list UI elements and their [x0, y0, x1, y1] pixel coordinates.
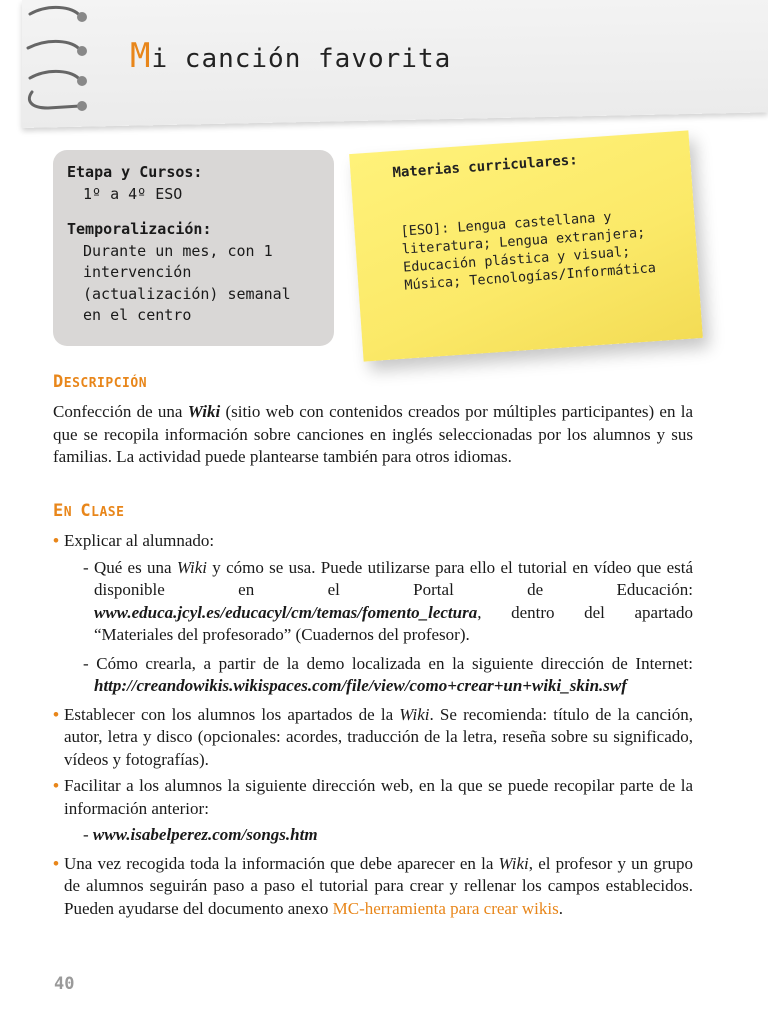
- sub-item: - www.isabelperez.com/songs.htm: [83, 825, 318, 844]
- sticky-body: [ESO]: Lengua castellana y literatura; Lengua extranjera; Educación plástica y visual; Música; Tecnologías/Informática: [400, 208, 657, 294]
- link-educa[interactable]: www.educa.jcyl.es/educacyl/cm/temas/fomento_lectura: [94, 602, 478, 622]
- stage-value: 1º a 4º ESO: [83, 184, 183, 203]
- spiral-binding-icon: [18, 0, 98, 120]
- sub-item: - Qué es una Wiki y cómo se usa. Puede utilizarse para ello el tutorial en vídeo que está disponible en el Portal de Educación: www.educa.jcyl.es/educacyl/cm/temas/fomento_lectura, dentro del apartado “Materiales del profesorado” (Cuadernos del profesor).: [83, 557, 694, 644]
- descripcion-paragraph: Confección de una Wiki (sitio web con contenidos creados por múltiples participantes) en la que se recopila información sobre canciones en inglés seleccionadas por los alumnos y sus familias. La actividad puede plantearse también para otros idiomas.: [53, 402, 693, 466]
- timing-value: Durante un mes, con 1 intervención (actualización) semanal en el centro: [83, 241, 291, 324]
- sticky-note: [349, 130, 703, 361]
- link-mc-herramienta[interactable]: MC-herramienta para crear wikis: [332, 898, 559, 918]
- sticky-title: Materias curriculares:: [392, 152, 579, 182]
- stage-label: Etapa y Cursos:: [67, 163, 203, 181]
- link-isabelperez[interactable]: www.isabelperez.com/songs.htm: [92, 825, 318, 844]
- sub-item: - Cómo crearla, a partir de la demo localizada en la siguiente dirección de Internet: http://creandowikis.wikispaces.com/file/view/como+crear+un+wiki_skin.swf: [83, 653, 693, 695]
- timing-label: Temporalización:: [67, 220, 212, 238]
- link-creandowikis[interactable]: http://creandowikis.wikispaces.com/file/view/como+crear+un+wiki_skin.swf: [94, 676, 627, 695]
- descripcion-heading: DESCRIPCIÓN: [53, 372, 148, 392]
- list-item: • Explicar al alumnado:: [53, 530, 693, 553]
- list-item: • Una vez recogida toda la información que debe aparecer en la Wiki, el profesor y un grupo de alumnos seguirán paso a paso el tutorial para crear y rellenar los campos establecidos. Pueden ayudarse del documento anexo MC-herramienta para crear wikis.: [53, 853, 693, 921]
- list-item: • Facilitar a los alumnos la siguiente dirección web, en la que se puede recopilar parte de la información anterior:: [53, 775, 693, 820]
- list-item: • Establecer con los alumnos los apartados de la Wiki. Se recomienda: título de la canción, autor, letra y disco (opcionales: acordes, traducción de la letra, reseña sobre su significado, vídeos y fotografías).: [53, 704, 693, 772]
- info-box: [53, 150, 334, 346]
- page-title: Mi canción favorita: [130, 36, 452, 76]
- en-clase-heading: EN CLASE: [53, 501, 125, 521]
- page-number: 40: [54, 974, 75, 994]
- en-clase-list: [53, 530, 693, 924]
